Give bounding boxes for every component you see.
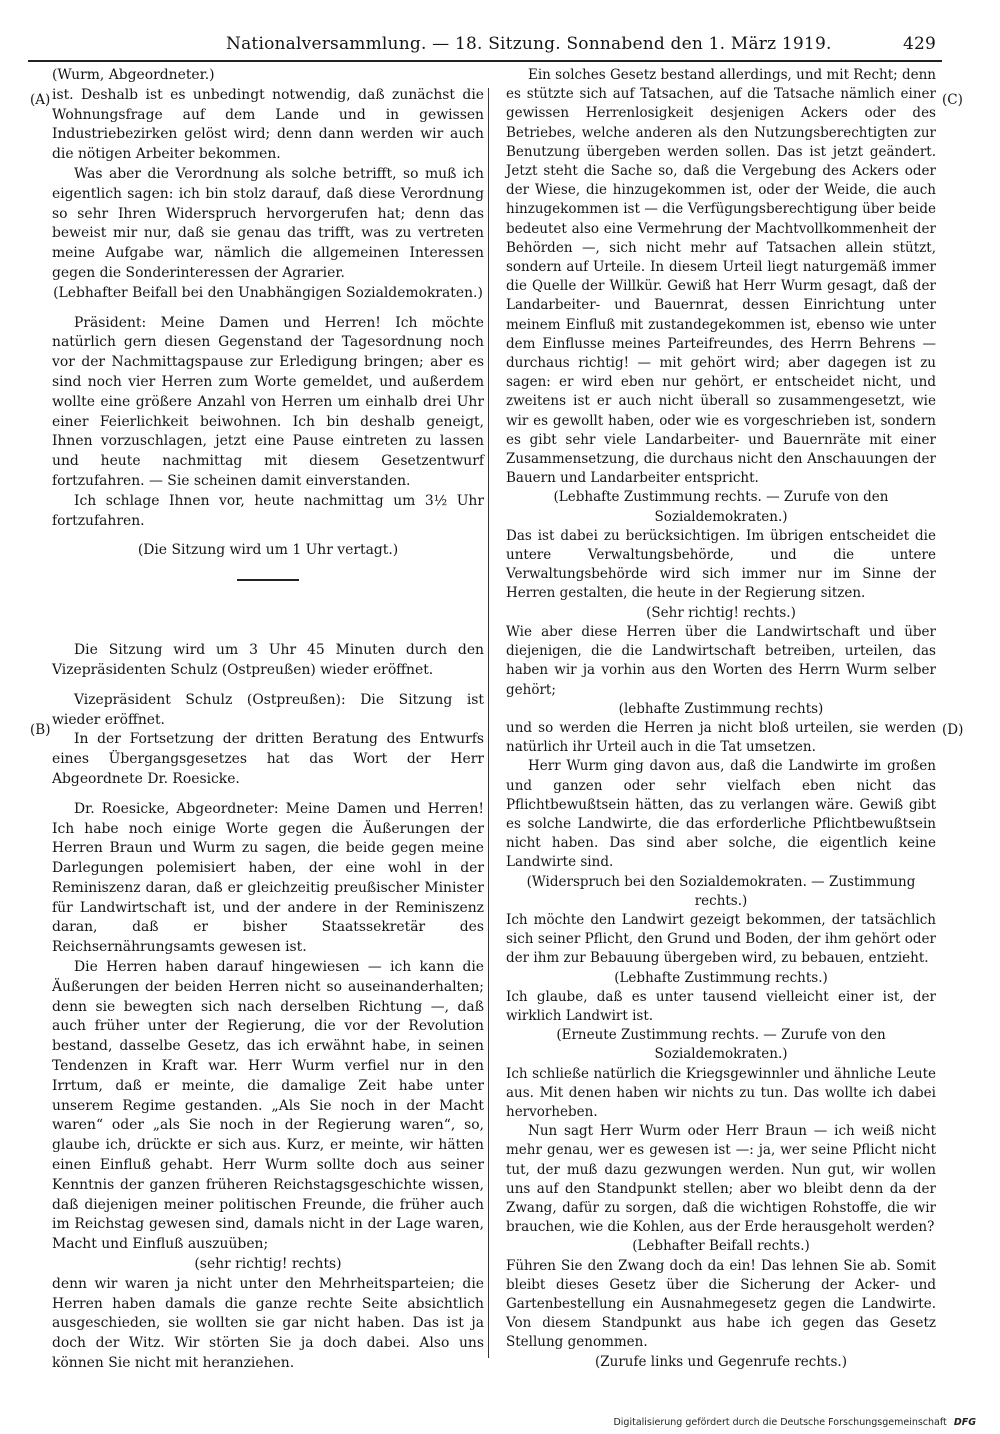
interjection: (Lebhafter Beifall bei den Unabhängigen Sozialdemokraten.): [53, 284, 483, 301]
interjection: (Erneute Zustimmung rechts. — Zurufe von den Sozialdemokraten.): [556, 1027, 886, 1063]
dfg-logo: DFG: [953, 1417, 976, 1428]
paragraph: Führen Sie den Zwang doch da ein! Das lehnen Sie ab. Somit bleibt dieses Gesetz über die Sicherung der Acker- und Gartenbestellung ein Ausnahmegesetz gegen die Landwirte. Von diesem Standpunkt aus habe ich gegen das Gesetz Stellung genommen.: [506, 1257, 936, 1351]
speaker-continuation: (Wurm, Abgeordneter.): [52, 67, 215, 83]
left-column: [52, 66, 484, 1374]
paragraph: Präsident: Meine Damen und Herren! Ich möchte natürlich gern diesen Gegenstand der Tagesordnung noch vor der Nachmittagspause zur Erledigung bringen; aber es sind noch vier Herren zum Worte gemeldet, und außerdem wollte eine größere Anzahl von Herren um einhalb drei Uhr einer Feierlichkeit beiwohnen. Ich bin deshalb geneigt, Ihnen vorzuschlagen, jetzt eine Pause eintreten zu lassen und heute nachmittag mit diesem Gesetzentwurf fortzufahren. — Sie scheinen damit einverstanden.: [52, 314, 484, 489]
margin-mark-d: (D): [942, 722, 964, 738]
paragraph: und so werden die Herren ja nicht bloß urteilen, sie werden natürlich ihr Urteil auch in die Tat umsetzen.: [506, 719, 936, 756]
paragraph: Nun sagt Herr Wurm oder Herr Braun — ich weiß nicht mehr genau, wer es gewesen ist —: ja, wer seine Pflicht nicht tut, der muß dazu gezwungen werden. Nun gut, wir wollen uns auf den Standpunkt stellen; aber wo bleibt denn da der Zwang, dafür zu sorgen, daß die wichtigen Rohstoffe, die wir brauchen, wie die Kohlen, aus der Erde herausgeholt werden?: [506, 1123, 936, 1236]
paragraph: Ich möchte den Landwirt gezeigt bekommen, der tatsächlich sich seiner Pflicht, den Grund und Boden, der ihm gehört oder der ihm zur Bebauung übergeben wird, zu bebauen, entzieht.: [506, 911, 936, 967]
paragraph: Die Herren haben darauf hingewiesen — ich kann die Äußerungen der beiden Herren nicht so auseinanderhalten; denn sie bewegten sich nach derselben Richtung —, daß auch früher unter der Regierung, die vor der Revolution bestand, dasselbe Gesetz, das ich erwähnt habe, in seinen Tendenzen in Kraft war. Herr Wurm verfiel nur in den Irrtum, daß er meinte, die damalige Zeit habe unter unserem Regime gestanden. „Als Sie noch in der Macht waren“ oder „als Sie noch in der Regierung waren“, so, glaube ich, drückte er sich aus. Kurz, er meinte, wir hätten einen Einfluß gehabt. Herr Wurm sollte doch aus seiner Kenntnis der ganzen früheren Reichstagsgeschichte wissen, daß diejenigen meiner politischen Freunde, die früher auch im Reichstag gewesen sind, damals nicht in der Lage waren, Macht und Einfluß auszuüben;: [52, 959, 484, 1253]
paragraph: Das ist dabei zu berücksichtigen. Im übrigen entscheidet die untere Verwaltungsbehörde, und die untere Verwaltungsbehörde wird sich immer nur im Sinne der Herren gestalten, die heute in der Regierung sitzen.: [506, 527, 936, 602]
paragraph: Ich schließe natürlich die Kriegsgewinnler und ähnliche Leute aus. Mit denen haben wir nichts zu tun. Das wollte ich dabei hervorheben.: [506, 1065, 936, 1120]
interjection: (Die Sitzung wird um 1 Uhr vertagt.): [137, 542, 399, 559]
interjection: (Lebhafter Beifall rechts.): [632, 1238, 810, 1255]
paragraph: Die Sitzung wird um 3 Uhr 45 Minuten durch den Vizepräsidenten Schulz (Ostpreußen) wieder eröffnet.: [52, 642, 484, 678]
margin-mark-a: (A): [30, 92, 51, 108]
interjection: (Widerspruch bei den Sozialdemokraten. — Zustimmung rechts.): [526, 873, 916, 909]
header-title: Nationalversammlung. — 18. Sitzung. Sonnabend den 1. März 1919.: [226, 34, 832, 54]
paragraph: ist. Deshalb ist es unbedingt notwendig, daß zunächst die Wohnungsfrage auf dem Lande und in gewissen Industriebezirken gelöst wird; denn dann werden wir auch die nötigen Arbeiter bekommen.: [52, 86, 484, 163]
paragraph: Herr Wurm ging davon aus, daß die Landwirte im großen und ganzen oder sehr vielfach eben nicht das Pflichtbewußtsein hätten, das zu verlangen wäre. Gewiß gibt es solche Landwirte, die das erforderliche Pflichtbewußtsein nicht haben. Das sind aber solche, die eigentlich keine Landwirte sind.: [506, 758, 936, 871]
footer-text: Digitalisierung gefördert durch die Deutsche Forschungsgemeinschaft: [613, 1417, 947, 1428]
margin-mark-c: (C): [942, 92, 963, 108]
paragraph: In der Fortsetzung der dritten Beratung des Entwurfs eines Übergangsgesetzes hat das Wort der Herr Abgeordnete Dr. Roesicke.: [52, 731, 484, 787]
paragraph: Dr. Roesicke, Abgeordneter: Meine Damen und Herren! Ich habe noch einige Worte gegen die Äußerungen der Herren Braun und Wurm zu sagen, die beide gegen meine Darlegungen polemisiert haben, der eine wohl in der Reminiszenz daran, daß er gleichzeitig preußischer Minister für Landwirtschaft ist, und der andere in der Reminiszenz daran, daß er bisher Staatssekretär des Reichsernährungsamts gewesen ist.: [52, 800, 484, 956]
paragraph: Wie aber diese Herren über die Landwirtschaft und über diejenigen, die die Landwirtschaft betreiben, urteilen, das haben wir ja vorhin aus den Worten des Herrn Wurm selber gehört;: [506, 623, 936, 698]
column-separator: [488, 88, 489, 1358]
paragraph: Vizepräsident Schulz (Ostpreußen): Die Sitzung ist wieder eröffnet.: [52, 691, 484, 728]
paragraph: Was aber die Verordnung als solche betrifft, so muß ich eigentlich sagen: ich bin stolz darauf, daß diese Verordnung so sehr Ihren Widerspruch hervorgerufen hat; denn das beweist mir nur, daß sie genau das trifft, was zu vertreten meine Aufgabe war, nämlich die allgemeinen Interessen gegen die Sonderinteressen der Agrarier.: [52, 165, 484, 281]
right-column: [506, 66, 936, 1372]
interjection: (Zurufe links und Gegenrufe rechts.): [595, 1353, 847, 1370]
margin-mark-b: (B): [30, 722, 51, 738]
section-divider: [237, 579, 299, 581]
page-number: 429: [902, 34, 936, 54]
interjection: (lebhafte Zustimmung rechts): [618, 700, 824, 717]
running-header: [226, 34, 936, 54]
interjection: (Lebhafte Zustimmung rechts. — Zurufe von den Sozialdemokraten.): [553, 489, 889, 525]
interjection: (sehr richtig! rechts): [194, 1256, 342, 1273]
paragraph: Ein solches Gesetz bestand allerdings, und mit Recht; denn es stützte sich auf Tatsachen, auf die Tatsache nämlich einer gewissen Herrenlosigkeit desjenigen Ackers oder des Betriebes, welche anderen als den Nutzungsberechtigten zur Benutzung übergeben werden sollen. Das ist jetzt geändert. Jetzt steht die Sache so, daß die Vergebung des Ackers oder der Wiese, die hinzugekommen ist, oder der Weide, die auch hinzugekommen ist — die Verfügungsberechtigung über beide bedeutet also eine Vermehrung der Machtvollkommenheit der Behörden —, sich nicht mehr auf Tatsachen allein stützt, sondern auf Urteile. In diesem Urteil liegt naturgemäß immer die Quelle der Willkür. Gewiß hat Herr Wurm gesagt, daß der Landarbeiter- und Bauernrat, dessen Einrichtung unter meinem Einfluß mit zustandegekommen ist, ebenso wie unter dem Einflusse meines Parteifreundes, des Herrn Behrens — durchaus richtig! — mit gehört wird; aber dagegen ist zu sagen: er wird eben nur gehört, er entscheidet nicht, und zweitens ist er auch nicht überall so zusammengesetzt, wie wir es gewollt haben, oder wie es vorgeschrieben ist, sondern es gibt sehr viele Landarbeiter- und Bauernräte mit einer Zusammensetzung, die durchaus nicht den Anschauungen der Bauern und Landarbeiter entspricht.: [506, 67, 936, 487]
paragraph: Ich schlage Ihnen vor, heute nachmittag um 3½ Uhr fortzufahren.: [52, 492, 484, 529]
header-rule: [28, 60, 942, 62]
paragraph: denn wir waren ja nicht unter den Mehrheitsparteien; die Herren haben damals die ganze rechte Seite absichtlich ausgeschieden, sie wollten sie gar nicht haben. Das ist ja doch der Witz. Wir störten Sie ja doch dabei. Also uns können Sie nicht mit heranziehen.: [52, 1275, 484, 1372]
digitization-footer: [613, 1417, 976, 1428]
interjection: (Sehr richtig! rechts.): [646, 604, 796, 621]
paragraph: Ich glaube, daß es unter tausend vielleicht einer ist, der wirklich Landwirt ist.: [506, 988, 936, 1024]
interjection: (Lebhafte Zustimmung rechts.): [614, 969, 828, 986]
